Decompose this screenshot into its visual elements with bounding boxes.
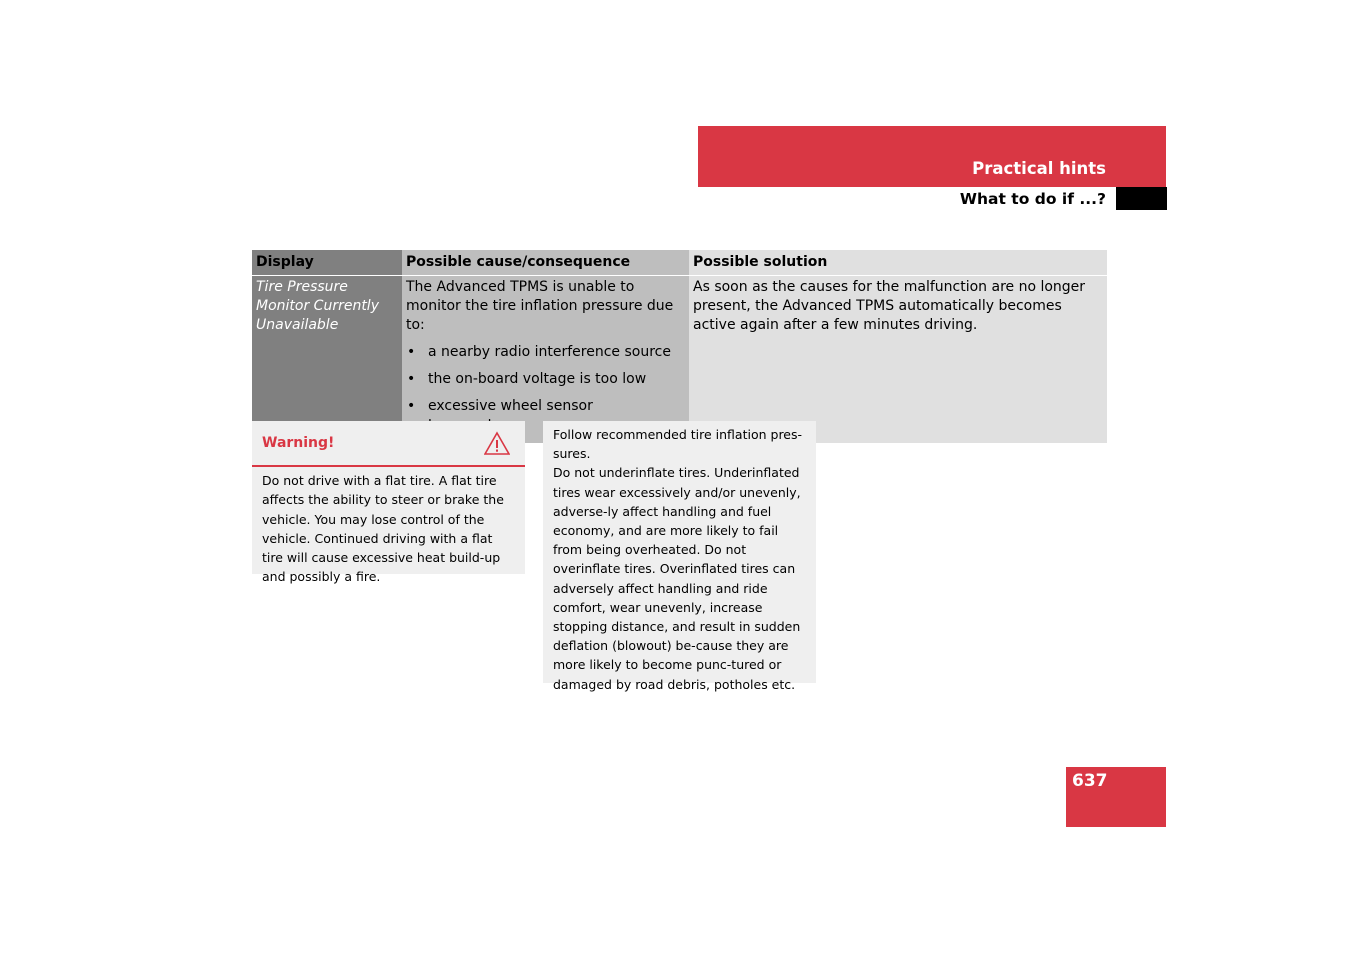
warning-box (252, 421, 525, 585)
page-number: 637 (1072, 771, 1108, 791)
column-header-solution: Possible solution (689, 250, 1107, 276)
warning-triangle-icon (484, 431, 510, 455)
column-header-cause: Possible cause/consequence (402, 250, 689, 276)
cause-cell (402, 276, 689, 444)
solution-cell: As soon as the causes for the malfunction are no longer present, the Advanced TPMS automatically becomes active again after a few minutes driving. (689, 276, 1107, 444)
list-item: • a nearby radio interference source (406, 343, 685, 362)
header-tab-marker (1116, 187, 1167, 210)
page-number-box (1066, 767, 1166, 827)
message-table (252, 250, 1107, 443)
warning-text: Do not drive with a flat tire. A flat tire affects the ability to steer or brake the vehicle. You may lose control of the vehicle. Continued driving with a flat tire will cause excessive heat build-up and possibly a fire. (262, 473, 504, 585)
table-header-row (252, 250, 1107, 276)
list-item: • the on-board voltage is too low (406, 370, 685, 389)
warning-label: Warning! (262, 435, 335, 451)
cause-intro: The Advanced TPMS is unable to monitor the tire inflation pressure due to: (406, 279, 674, 333)
display-message: Tire Pressure Monitor Currently Unavailable (252, 276, 402, 444)
note-paragraph: Follow recommended tire inflation pres-sures. (553, 427, 803, 462)
table-row (252, 276, 1107, 444)
section-title: Practical hints (972, 159, 1106, 178)
note-text (543, 421, 816, 694)
list-item: • excessive wheel sensor (406, 397, 685, 435)
subsection-title: What to do if ...? (959, 190, 1106, 208)
warning-header (252, 421, 525, 467)
note-box (543, 421, 816, 692)
note-paragraph: Do not underinflate tires. Underinflated tires wear excessively and/or unevenly, adverse-ly affect handling and fuel economy, and are more likely to fail from being overheated. Do not overinflate tires. Overinflated tires can adversely affect handling and ride comfort, wear unevenly, increase stopping distance, and result in sudden deflation (blowout) be-cause they are more likely to become punc-tured or damaged by road debris, potholes etc. (553, 465, 801, 692)
column-header-display: Display (252, 250, 402, 276)
